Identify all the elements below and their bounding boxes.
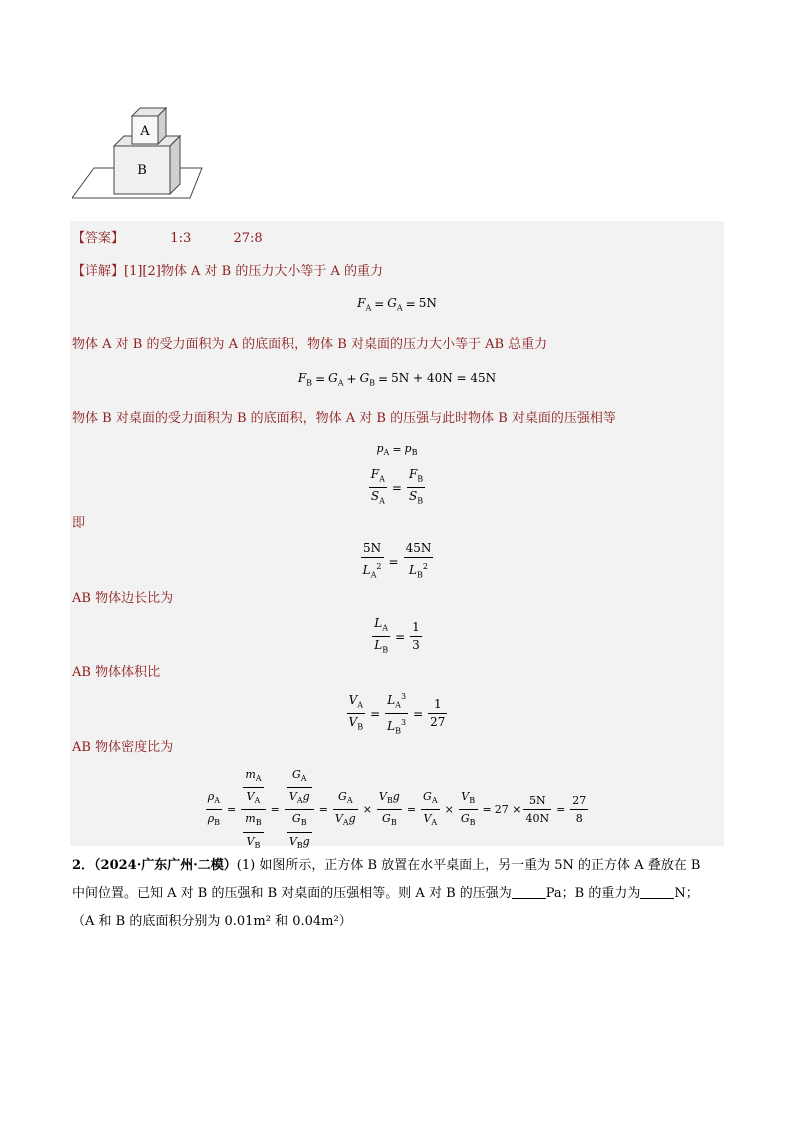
eq1-value: 5N (418, 296, 437, 310)
question-line-2 (72, 880, 732, 908)
detail-volume-ratio: AB 物体体积比 (72, 665, 161, 680)
question-text-2c: N； (674, 886, 699, 901)
question-line-3: （A 和 B 的底面积分别为 0.01m² 和 0.04m²） (72, 914, 352, 929)
eq6-num: 1 (428, 696, 447, 714)
question-line-1 (72, 852, 732, 880)
question-2 (72, 852, 732, 936)
eq7-res-num: 27 (570, 792, 588, 810)
detail-intro: [1][2]物体 A 对 B 的压力大小等于 A 的重力 (124, 264, 383, 279)
detail-ji: 即 (72, 516, 86, 531)
equation-4: $\frac{5N}{L_A^2}$ = $\frac{45N}{L_B^2}$ (362, 541, 432, 580)
question-text-1: (1) 如图所示，正方体 B 放置在水平桌面上，另一重为 5N 的正方体 A 叠放在 B (236, 858, 701, 873)
cube-a-label: A (140, 124, 150, 139)
equation-1: $F_A = G_A = 5N$ (357, 296, 437, 313)
answer-blank-pressure[interactable] (512, 884, 546, 899)
equation-6: $\frac{V_A}{V_B}$ = $\frac{L_A^3}{L_B^3}$ = $\frac{1}{27}$ (0, 688, 794, 740)
cube-b-side (170, 136, 180, 194)
eq7-num: 5N (523, 792, 551, 810)
question-text-2a: 中间位置。已知 A 对 B 的压强和 B 对桌面的压强相等。则 A 对 B 的压强为 (72, 886, 512, 901)
answer-line (72, 230, 263, 248)
detail-line-3: 物体 B 对桌面的受力面积为 B 的底面积，物体 A 对 B 的压强与此时物体 B 对桌面的压强相等 (72, 411, 616, 426)
eq2-values: 5N + 40N = 45N (391, 371, 497, 385)
eq7-times: 27 × (494, 802, 522, 816)
eq7-res-den: 8 (575, 812, 583, 826)
detail-tag: 【详解】 (72, 264, 125, 279)
eq4-num-left: 5N (361, 540, 384, 558)
answer-blank1: 1:3 (170, 231, 192, 246)
question-text-2b: Pa；B 的重力为 (545, 886, 641, 901)
equation-7: $\frac{\rho_A}{\rho_B}$ = $\frac{\frac{m_A}{V_A}}{\frac{m_B}{V_B}}$ = $\frac{\frac{G_A}{V_Ag}}{\frac{G_B}{V_Bg}}$ = $\frac{G_A}{V_Ag}$ × $\frac{V_Bg}{G_B}$ = $\frac{G_A}{V_A}$ × $\frac{V_B}{G_B}$ = 27 × $\frac{5N}{40N}$ = $\frac{27}{8}$ (207, 768, 587, 850)
equation-2: $F_B = G_A + G_B = 5N + 40N = 45N$ (297, 371, 497, 388)
question-source: （2024·广东广州·二模） (94, 858, 237, 873)
answer-tag: 【答案】 (72, 231, 125, 246)
equation-5: $\frac{L_A}{L_B}$ = $\frac{1}{3}$ (374, 616, 420, 655)
eq5-num: 1 (410, 619, 422, 637)
equation-3b: $\frac{F_A}{S_A}$ = $\frac{F_B}{S_B}$ (370, 467, 424, 506)
eq7-den: 40N (525, 812, 550, 826)
eq4-num-right: 45N (404, 540, 434, 558)
eq5-den: 3 (412, 638, 420, 653)
equation-3a: $p_A = p_B$ (376, 442, 418, 458)
detail-side-ratio: AB 物体边长比为 (72, 591, 174, 606)
detail-line-1 (72, 263, 383, 281)
eq6-den: 27 (430, 715, 446, 730)
stacked-cubes-figure (72, 98, 212, 214)
detail-line-2: 物体 A 对 B 的受力面积为 A 的底面积，物体 B 对桌面的压力大小等于 AB 总重力 (72, 337, 548, 352)
answer-blank2: 27:8 (233, 231, 263, 246)
cube-b-label: B (137, 163, 147, 178)
detail-density-ratio: AB 物体密度比为 (72, 740, 174, 755)
question-number: 2． (72, 858, 95, 873)
answer-blank-weight[interactable] (640, 884, 674, 899)
